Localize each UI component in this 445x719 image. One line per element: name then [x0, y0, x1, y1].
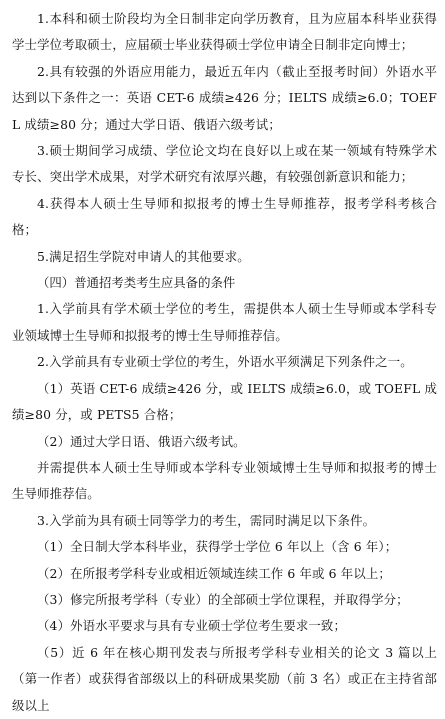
paragraph-6: 1.入学前具有学术硕士学位的考生，需提供本人硕士生导师或本学科专业领域博士生导师和拟报考的博士生导师推荐信。: [12, 301, 437, 343]
paragraph-9: （2）通过大学日语、俄语六级考试。: [37, 433, 246, 449]
paragraph-14: （3）修完所报考学科（专业）的全部硕士学位课程，并取得学分；: [37, 591, 409, 607]
paragraph-7: 2.入学前具有专业硕士学位的考生，外语水平须满足下列条件之一。: [37, 354, 413, 370]
paragraph-1: 1.本科和硕士阶段均为全日制非定向学历教育，且为应届本科毕业获得学士学位考取硕士，应届硕士毕业获得硕士学位申请全日制非定向博士；: [12, 11, 437, 53]
paragraph-2: 2.具有较强的外语应用能力，最近五年内（截止至报考时间）外语水平达到以下条件之一：英语 CET-6 成绩≥426 分；IELTS 成绩≥6.0；TOEFL 成绩≥80 分；通过大学日语、俄语六级考试；: [12, 63, 437, 132]
section-heading: （四）普通招考类考生应具备的条件: [37, 275, 236, 291]
paragraph-10: 并需提供本人硕士生导师或本学科专业领域博士生导师和拟报考的博士生导师推荐信。: [12, 459, 437, 502]
paragraph-5: 5.满足招生学院对申请人的其他要求。: [37, 248, 250, 264]
paragraph-15: （4）外语水平要求与具有专业硕士学位考生要求一致；: [37, 618, 347, 634]
paragraph-13: （2）在所报考学科专业或相近领域连续工作 6 年或 6 年以上；: [37, 565, 391, 581]
paragraph-16: （5）近 6 年在核心期刊发表与所报考学科专业相关的论文 3 篇以上（第一作者）或获得省部级以上的科研成果奖励（前 3 名）或正在主持省部级以上: [12, 644, 437, 713]
paragraph-8: （1）英语 CET-6 成绩≥426 分，或 IELTS 成绩≥6.0，或 TOEFL 成绩≥80 分，或 PETS5 合格；: [12, 380, 437, 423]
paragraph-4: 4.获得本人硕士生导师和拟报考的博士生导师推荐，报考学科考核合格；: [12, 195, 437, 238]
paragraph-3: 3.硕士期间学习成绩、学位论文均在良好以上或在某一领域有特殊学术专长、突出学术成果，对学术研究有浓厚兴趣，有较强创新意识和能力；: [12, 143, 437, 185]
paragraph-11: 3.入学前为具有硕士同等学力的考生，需同时满足以下条件。: [37, 512, 376, 528]
paragraph-12: （1）全日制大学本科毕业，获得学士学位 6 年以上（含 6 年）；: [37, 539, 398, 555]
